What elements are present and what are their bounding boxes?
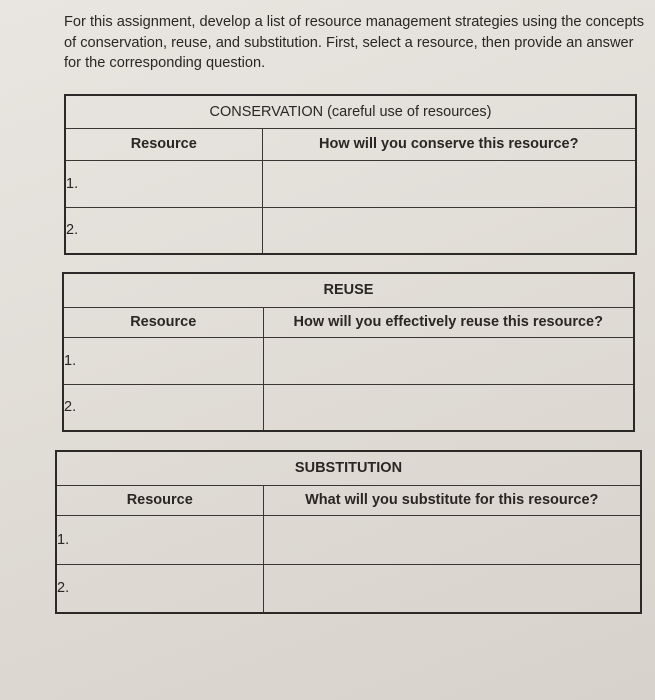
resource-column-header: Resource	[65, 128, 262, 160]
conservation-section	[64, 94, 637, 255]
resource-column-header: Resource	[63, 307, 263, 337]
substitution-section	[55, 450, 642, 614]
answer-cell-1[interactable]	[263, 337, 634, 384]
conservation-title: CONSERVATION (careful use of resources)	[65, 95, 636, 128]
question-column-header: What will you substitute for this resource?	[263, 485, 641, 515]
reuse-section	[62, 272, 635, 432]
reuse-table	[62, 272, 635, 432]
resource-cell-2[interactable]: 2.	[65, 207, 262, 254]
answer-cell-2[interactable]	[263, 384, 634, 431]
answer-cell-1[interactable]	[262, 160, 636, 207]
reuse-title: REUSE	[63, 273, 634, 307]
substitution-title: SUBSTITUTION	[56, 451, 641, 485]
resource-cell-2[interactable]: 2.	[56, 564, 263, 613]
answer-cell-1[interactable]	[263, 515, 641, 564]
resource-cell-1[interactable]: 1.	[65, 160, 262, 207]
question-column-header: How will you effectively reuse this resource?	[263, 307, 634, 337]
conservation-table	[64, 94, 637, 255]
answer-cell-2[interactable]	[263, 564, 641, 613]
resource-cell-1[interactable]: 1.	[56, 515, 263, 564]
resource-column-header: Resource	[56, 485, 263, 515]
substitution-table	[55, 450, 642, 614]
resource-cell-1[interactable]: 1.	[63, 337, 263, 384]
question-column-header: How will you conserve this resource?	[262, 128, 636, 160]
resource-cell-2[interactable]: 2.	[63, 384, 263, 431]
answer-cell-2[interactable]	[262, 207, 636, 254]
instructions-text: For this assignment, develop a list of resource management strategies using the concepts of conservation, reuse, and substitution. First, select a resource, then provide an answer for the corresponding question.	[64, 14, 645, 71]
